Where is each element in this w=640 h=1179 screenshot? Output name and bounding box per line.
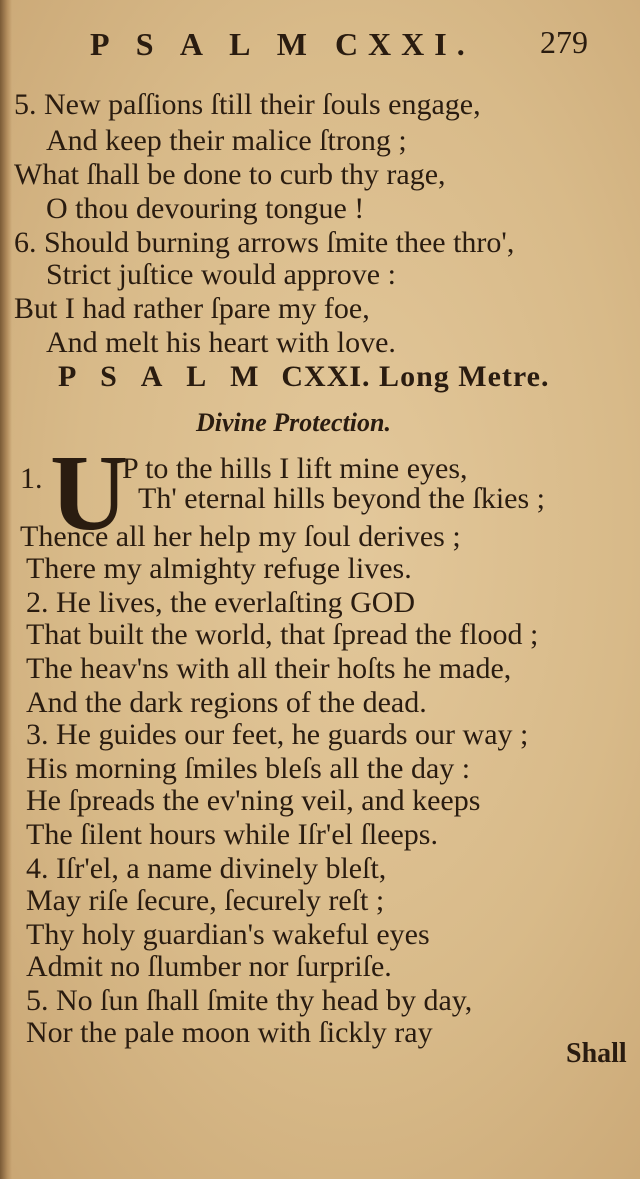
verse-line: 4. Iſr'el, a name divinely bleſt, bbox=[26, 852, 387, 885]
verse-line: May riſe ſecure, ſecurely reſt ; bbox=[26, 884, 385, 917]
verse-line: Nor the pale moon with ſickly ray bbox=[26, 1016, 433, 1049]
catchword: Shall bbox=[566, 1038, 627, 1069]
text-line: O thou devouring tongue ! bbox=[46, 192, 365, 225]
text-line: What ſhall be done to curb thy rage, bbox=[14, 158, 446, 191]
verse-line: 2. He lives, the everlaſting GOD bbox=[26, 586, 416, 619]
verse-line: 3. He guides our feet, he guards our way ; bbox=[26, 718, 529, 751]
text-line: And melt his heart with love. bbox=[46, 326, 396, 359]
text-line: Strict juſtice would approve : bbox=[46, 258, 396, 291]
page-number: 279 bbox=[540, 24, 588, 60]
verse-line: The heav'ns with all their hoſts he made, bbox=[26, 652, 512, 685]
text-line: 6. Should burning arrows ſmite thee thro', bbox=[14, 226, 515, 259]
psalm-number-metre: CXXI. Long Metre. bbox=[281, 360, 550, 393]
verse-line: Thy holy guardian's wakeful eyes bbox=[26, 918, 430, 951]
verse-line: And the dark regions of the dead. bbox=[26, 686, 427, 719]
verse-line: Thence all her help my ſoul derives ; bbox=[20, 520, 461, 553]
verse-line: The ſilent hours while Iſr'el ſleeps. bbox=[26, 818, 438, 851]
text-line: And keep their malice ſtrong ; bbox=[46, 124, 407, 157]
psalm-word: P S A L M bbox=[58, 360, 268, 393]
verse-line: 5. No ſun ſhall ſmite thy head by day, bbox=[26, 984, 473, 1017]
page-spine-shadow bbox=[0, 0, 12, 1179]
verse-line: That built the world, that ſpread the flood ; bbox=[26, 618, 539, 651]
verse-line: His morning ſmiles bleſs all the day : bbox=[26, 752, 471, 785]
verse-line: He ſpreads the ev'ning veil, and keeps bbox=[26, 784, 481, 817]
drop-cap: U bbox=[50, 434, 128, 553]
verse-line: P to the hills I lift mine eyes, bbox=[122, 452, 468, 485]
running-header bbox=[0, 22, 640, 72]
verse-line: Th' eternal hills beyond the ſkies ; bbox=[138, 482, 545, 515]
verse-line: There my almighty refuge lives. bbox=[26, 552, 412, 585]
verse-line: Admit no ſlumber nor ſurpriſe. bbox=[26, 950, 392, 983]
psalm-subtitle: Divine Protection. bbox=[196, 408, 391, 437]
verse-number: 1. bbox=[20, 462, 43, 495]
header-title: P S A L M CXXI. bbox=[90, 26, 475, 62]
text-line: 5. New paſſions ſtill their ſouls engage, bbox=[14, 88, 481, 121]
text-line: But I had rather ſpare my foe, bbox=[14, 292, 370, 325]
psalm-title bbox=[58, 360, 549, 394]
